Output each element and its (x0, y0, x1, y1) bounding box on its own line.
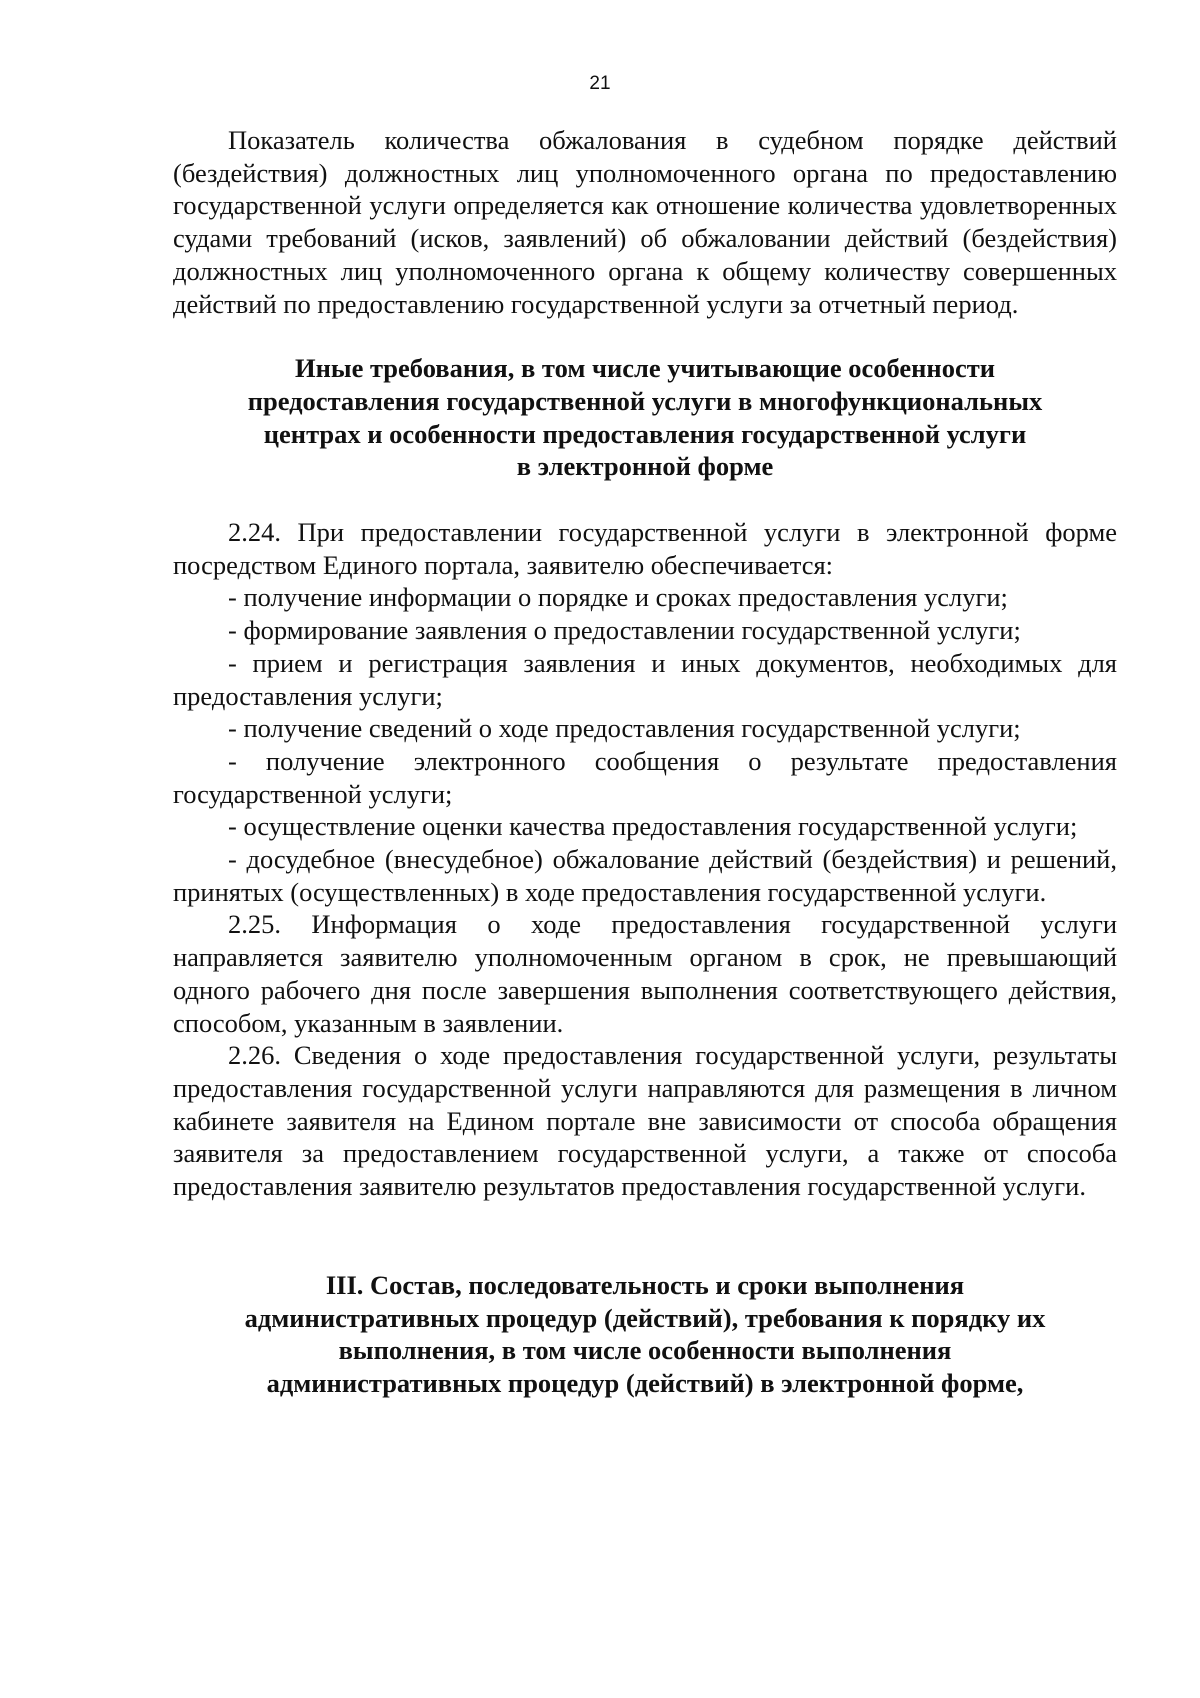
heading-line: центрах и особенности предоставления государственной услуги (263, 418, 1027, 449)
heading-line: Иные требования, в том числе учитывающие особенности (295, 353, 995, 384)
list-item: - досудебное (внесудебное) обжалование действий (бездействия) и решений, принятых (осуществленных) в ходе предоставления государственной услуги. (173, 844, 1117, 907)
paragraph-appeal-indicator: Показатель количества обжалования в судебном порядке действий (бездействия) должностных лиц уполномоченного органа по предоставлению государственной услуги определяется как отношение количества удовлетворенных судами требований (исков, заявлений) об обжаловании действий (бездействия) должностных лиц уполномоченного органа к общему количеству совершенных действий по предоставлению государственной услуги за отчетный период. (173, 125, 1117, 319)
page-number: 21 (589, 73, 611, 94)
section-2-24 (173, 516, 1117, 908)
list-item: - осуществление оценки качества предоставления государственной услуги; (228, 811, 1078, 842)
paragraph-2-26: 2.26. Сведения о ходе предоставления государственной услуги, результаты предоставления государственной услуги направляются для размещения в личном кабинете заявителя на Едином портале вне зависимости от способа обращения заявителя за предоставлением государственной услуги, а также от способа предоставления заявителю результатов предоставления государственной услуги. (173, 1040, 1117, 1202)
list-item: - получение сведений о ходе предоставления государственной услуги; (228, 713, 1021, 744)
paragraph-2-25: 2.25. Информация о ходе предоставления государственной услуги направляется заявителю уполномоченным органом в срок, не превышающий одного рабочего дня после завершения выполнения соответствующего действия, способом, указанным в заявлении. (173, 909, 1117, 1038)
heading-line: выполнения, в том числе особенности выполнения (338, 1335, 952, 1366)
heading-line: административных процедур (действий) в электронной форме, (266, 1367, 1024, 1398)
list-item: - прием и регистрация заявления и иных документов, необходимых для предоставления услуги; (173, 647, 1117, 711)
heading-line: предоставления государственной услуги в многофункциональных (247, 385, 1043, 416)
heading-section-3 (173, 1269, 1117, 1400)
heading-line: в электронной форме (516, 451, 774, 482)
list-item: - формирование заявления о предоставлении государственной услуги; (228, 615, 1021, 646)
paragraph-2-24-intro: 2.24. При предоставлении государственной услуги в электронной форме посредством Единого портала, заявителю обеспечивается: (173, 517, 1117, 580)
heading-line: административных процедур (действий), требования к порядку их (244, 1302, 1046, 1333)
heading-line: III. Состав, последовательность и сроки выполнения (325, 1269, 965, 1300)
list-item: - получение электронного сообщения о результате предоставления государственной услуги; (173, 745, 1117, 809)
heading-other-requirements (173, 352, 1117, 483)
list-item: - получение информации о порядке и сроках предоставления услуги; (228, 582, 1008, 613)
document-body (173, 124, 1117, 1400)
